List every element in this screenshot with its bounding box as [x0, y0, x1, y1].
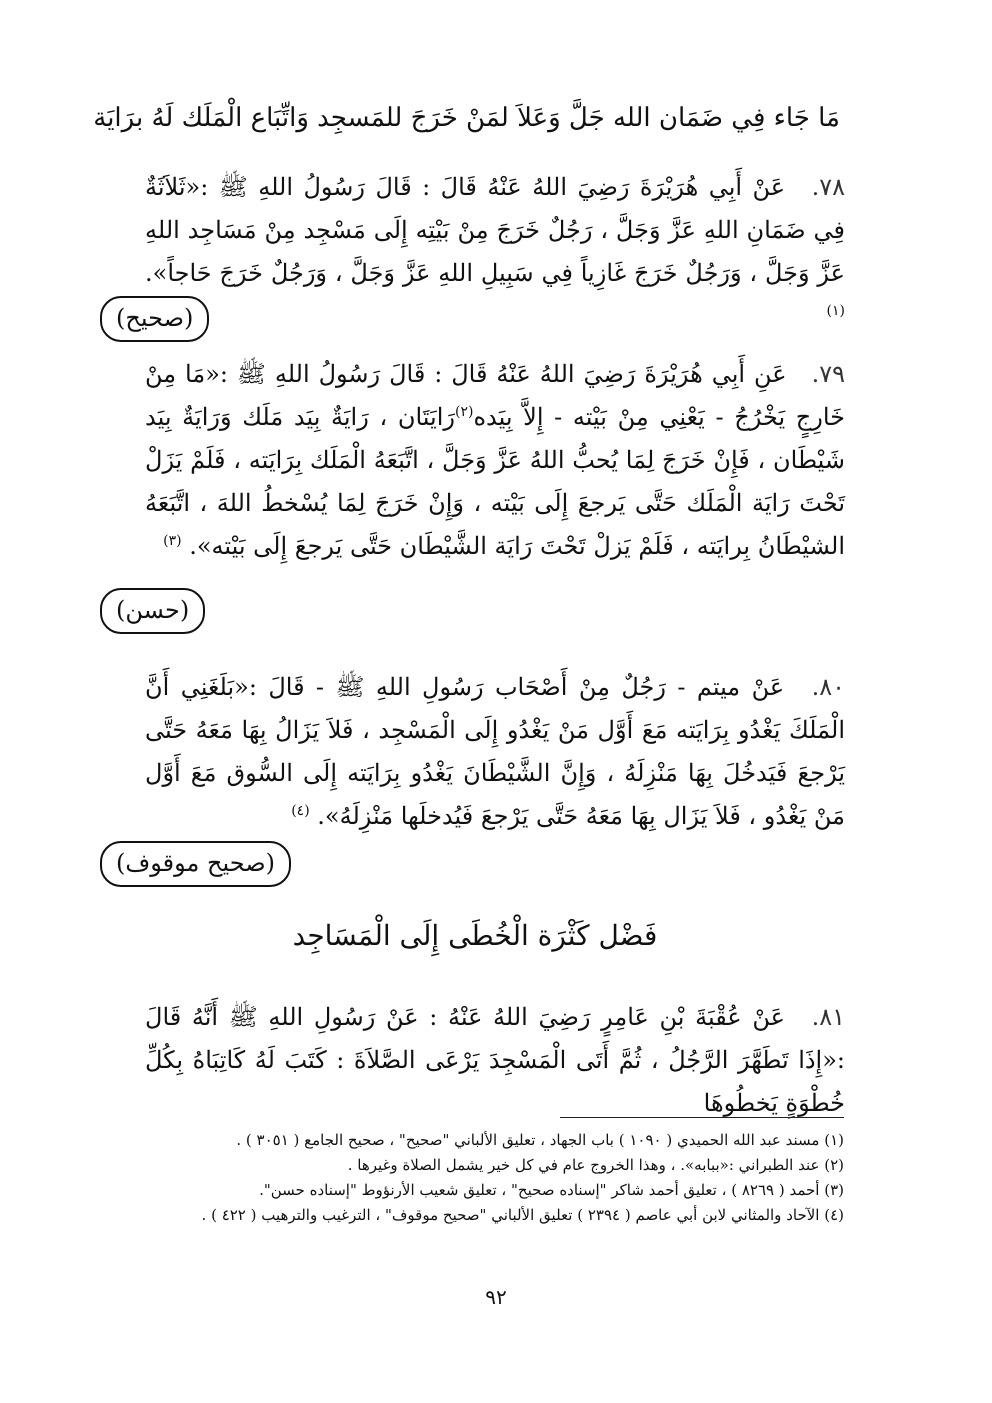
footnote-1: (١) مسند عبد الله الحميدي ( ١٠٩٠ ) باب الجهاد ، تعليق الألباني "صحيح" ، صحيح الجامع ( ٣٠٥١ ) .	[236, 1131, 844, 1149]
grade-badge: (صحيح موقوف)	[100, 841, 291, 887]
hadith-number: ٧٨.	[811, 173, 845, 201]
page-number: ٩٢	[485, 1285, 507, 1309]
footnote-reference[interactable]: (٤)	[291, 803, 310, 819]
hadith-79	[145, 353, 845, 568]
grade-badge: (حسن)	[100, 588, 205, 634]
hadith-text: عَنِ أَبِي هُرَيْرَةَ رَضِيَ اللهُ عَنْهُ قَالَ : قَالَ رَسُولُ اللهِ ﷺ :«مَا مِنْ خَارِجٍ يَخْرُجُ - يَعْنِي مِنْ بَيْته - إِلاَّ بِيَده	[145, 360, 846, 431]
footnote-reference[interactable]: (٣)	[163, 533, 182, 549]
footnote-2: (٢) عند الطبراني :«ببابه». ، وهذا الخروج عام في كل خير يشمل الصلاة وغيرها .	[347, 1156, 844, 1174]
footnote-reference[interactable]: (٢)	[454, 404, 474, 420]
hadith-number: ٧٩.	[811, 360, 845, 388]
chapter-heading: مَا جَاء فِي ضَمَان الله جَلَّ وَعَلاَ لمَنْ خَرَجَ للمَسجِد وَاتِّبَاع الْمَلَك لَهُ برَايَة	[93, 103, 840, 133]
footnote-4: (٤) الآحاد والمثاني لابن أبي عاصم ( ٢٣٩٤ ) تعليق الألباني "صحيح موقوف" ، الترغيب والترهيب ( ٤٢٢ ) .	[201, 1206, 844, 1224]
hadith-number: ٨٠.	[811, 673, 845, 701]
footnote-reference[interactable]: (١)	[826, 303, 845, 319]
hadith-81	[145, 996, 845, 1125]
hadith-text-continued: رَايَتَان ، رَايَةٌ بِيَد مَلَك وَرَايَةٌ بِيَد شَيْطَان ، فَإِنْ خَرَجَ لِمَا يُحبُّ اللهُ عَزَّ وَجَلَّ ، اتَّبَعَهُ الْمَلَك بِرَايَته ، فَلَمْ يَزَلْ تَحْتَ رَايَة الْمَلَك حَتَّى يَرجعَ إِلَى بَيْته ، وَإِنْ خَرَجَ لِمَا يُسْخطُ اللهَ ، اتَّبَعَهُ الشيْطَانُ بِرايَته ، فَلَمْ يَزلْ تَحْتَ رَايَة الشَّيْطَان حَتَّى يَرجعَ إِلَى بَيْته».	[145, 403, 845, 560]
hadith-text: عَنْ ميتم - رَجُلٌ مِنْ أَصْحَاب رَسُولِ اللهِ ﷺ - قَالَ :«بَلَغَنِي أَنَّ الْمَلَكَ يَغْدُو بِرَايَته مَعَ أَوَّل مَنْ يَغْدُو إِلَى الْمَسْجِد ، فَلاَ يَزَالُ بِهَا مَعَهُ حَتَّى يَرْجعَ فَيَدخُلَ بِهَا مَنْزِلَهُ ، وَإِنَّ الشَّيْطَانَ يَغْدُو بِرَايَته إِلَى السُّوق مَعَ أَوَّل مَنْ يَغْدُو ، فَلاَ يَزَال بِهَا مَعَهُ حَتَّى يَرْجعَ فَيُدخلَها مَنْزِلَهُ».	[145, 673, 845, 830]
footnote-separator	[560, 1117, 844, 1118]
hadith-80	[145, 666, 845, 838]
hadith-text: عَنْ أَبِي هُرَيْرَةَ رَضِيَ اللهُ عَنْهُ قَالَ : قَالَ رَسُولُ اللهِ ﷺ :«ثَلاَثَةٌ فِي ضَمَانِ اللهِ عَزَّ وَجَلَّ ، رَجُلٌ خَرَجَ مِنْ بَيْتِه إِلَى مَسْجِد مِنْ مَسَاجِد اللهِ عَزَّ وَجَلَّ ، وَرَجُلٌ خَرَجَ غَازِياً فِي سَبِيلِ اللهِ عَزَّ وَجَلَّ ، وَرَجُلٌ خَرَجَ حَاجاً».	[145, 173, 845, 287]
section-heading: فَضْل كَثْرَة الْخُطَى إِلَى الْمَسَاجِد	[292, 919, 658, 952]
footnotes	[150, 1128, 844, 1228]
hadith-78	[145, 166, 845, 338]
grade-badge: (صحيح)	[100, 296, 209, 342]
hadith-text: عَنْ عُقْبَةَ بْنِ عَامِرٍ رَضِيَ اللهُ عَنْهُ : عَنْ رَسُولِ اللهِ ﷺ أَنَّهُ قَالَ :«إِذَا تَطَهَّرَ الرَّجُلُ ، ثُمَّ أَتَى الْمَسْجِدَ يَرْعَى الصَّلاَةَ : كَتَبَ لَهُ كَاتِبَاهُ بِكُلِّ خُطْوَةٍ يَخطُوهَا	[145, 1003, 845, 1117]
hadith-number: ٨١.	[811, 1003, 845, 1031]
footnote-3: (٣) أحمد ( ٨٢٦٩ ) ، تعليق أحمد شاكر "إسناده صحيح" ، تعليق شعيب الأرنؤوط "إسناده حسن".	[259, 1181, 844, 1199]
